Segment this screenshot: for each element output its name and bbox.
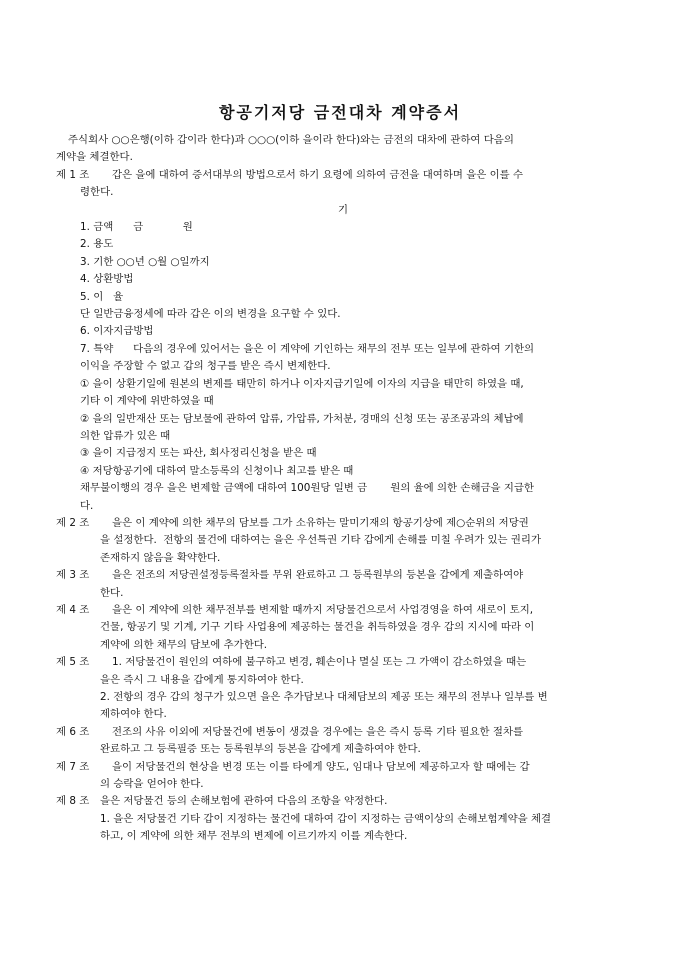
- article-line: 한다.: [100, 586, 124, 599]
- document-body: [56, 132, 630, 846]
- special-terms-item: ④ 저당항공기에 대하여 말소등록의 신청이나 최고를 받은 때: [80, 464, 354, 477]
- intro-line-2: 계약을 체결한다.: [56, 151, 133, 164]
- article-line: 을은 즉시 그 내용을 갑에게 통지하여야 한다.: [100, 673, 304, 686]
- article-line: 1. 을은 저당물건 기타 갑이 지정하는 물건에 대하여 갑이 지정하는 금액이상의 손해보험계약을 체결: [100, 812, 552, 825]
- special-terms-line-1: 7. 특약 다음의 경우에 있어서는 을은 이 계약에 기인하는 채무의 전부 또는 일부에 관하여 기한의: [80, 342, 535, 355]
- article-label: 제 8 조: [56, 795, 90, 808]
- article-label: 제 5 조: [56, 656, 90, 669]
- article-1-line-1: 갑은 을에 대하여 증서대부의 방법으로서 하기 요령에 의하여 금전을 대여하며 을은 이를 수: [112, 168, 524, 181]
- terms-list: [56, 219, 630, 341]
- article-8: [56, 793, 630, 845]
- article-line: 2. 전항의 경우 갑의 청구가 있으면 을은 추가담보나 대체담보의 제공 또는 채무의 전부나 일부를 변: [100, 691, 548, 703]
- special-terms-item: 채무불이행의 경우 을은 변제할 금액에 대하여 100원당 일변 금 원의 율에 의한 손해금을 지급한: [80, 482, 534, 495]
- article-label: 제 2 조: [56, 516, 90, 529]
- terms-item: 2. 용도: [80, 238, 114, 251]
- article-line: 을은 이 계약에 의한 채무의 담보를 그가 소유하는 말미기재의 항공기상에 제○순위의 저당권: [112, 516, 529, 529]
- article-label: 제 6 조: [56, 725, 90, 738]
- article-1-label: 제 1 조: [56, 168, 90, 181]
- article-2: [56, 515, 630, 567]
- terms-item: 단 일반금융정세에 따라 갑은 이의 변경을 요구할 수 있다.: [80, 308, 341, 321]
- article-1-line-2: 령한다.: [80, 186, 114, 199]
- article-line: 을은 전조의 저당권설정등록절차를 무위 완료하고 그 등록원부의 등본을 갑에게 제출하여야: [112, 569, 524, 582]
- terms-item: 3. 기한 ○○년 ○월 ○일까지: [80, 255, 210, 268]
- article-line: 건물, 항공기 및 기계, 기구 기타 사업용에 제공하는 물건을 취득하였을 경우 갑의 지시에 따라 이: [100, 621, 535, 634]
- article-label: 제 3 조: [56, 569, 90, 582]
- article-label: 제 7 조: [56, 760, 90, 773]
- article-line: 계약에 의한 채무의 담보에 추가한다.: [100, 638, 268, 651]
- article-line: 의 승락을 얻어야 한다.: [100, 778, 204, 791]
- article-line: 을은 저당물건 등의 손해보험에 관하여 다음의 조항을 약정한다.: [100, 795, 388, 808]
- special-terms-item: ③ 을이 지급정지 또는 파산, 회사정리신청을 받은 때: [80, 447, 317, 460]
- terms-item: 6. 이자지급방법: [80, 325, 154, 338]
- article-line: 하고, 이 계약에 의한 채무 전부의 변제에 이르기까지 이를 계속한다.: [100, 830, 408, 843]
- special-terms-item: ① 을이 상환기일에 원본의 변제를 태만히 하거나 이자지급기일에 이자의 지급을 태만히 하였을 때,: [80, 377, 524, 390]
- article-label: 제 4 조: [56, 603, 90, 616]
- special-terms-list: [56, 376, 630, 515]
- article-line: 제하여야 한다.: [100, 708, 167, 721]
- article-line: 을은 이 계약에 의한 채무전부를 변제할 때까지 저당물건으로서 사업경영을 하여 새로이 토지,: [112, 603, 534, 616]
- special-terms-item: 다.: [80, 499, 94, 512]
- article-line: 전조의 사유 이외에 저당물건에 변동이 생겼을 경우에는 을은 즉시 등록 기타 필요한 절차를: [112, 725, 524, 738]
- special-terms-line-2: 이익을 주장할 수 없고 갑의 청구를 받은 즉시 변제한다.: [80, 360, 331, 373]
- terms-item: 5. 이 율: [80, 290, 124, 303]
- article-5: [56, 654, 630, 724]
- gi-heading: 기: [337, 203, 349, 216]
- terms-item: 4. 상환방법: [80, 273, 134, 286]
- intro-line-1: 주식회사 ○○은행(이하 갑이라 한다)과 ○○○(이하 을이라 한다)와는 금전의 대차에 관하여 다음의: [68, 134, 514, 146]
- article-7: [56, 759, 630, 794]
- article-3: [56, 567, 630, 602]
- article-4: [56, 602, 630, 654]
- article-line: 을이 저당물건의 현상을 변경 또는 이를 타에게 양도, 임대나 담보에 제공하고자 할 때에는 갑: [112, 760, 530, 773]
- special-terms-item: ② 을의 일반재산 또는 담보물에 관하여 압류, 가압류, 가처분, 경매의 신청 또는 공조공과의 체납에: [80, 412, 524, 425]
- article-line: 을 설정한다. 전항의 물건에 대하여는 을은 우선특권 기타 갑에게 손해를 미칠 우려가 있는 권리가: [100, 534, 541, 547]
- article-line: 존재하지 않음을 확약한다.: [100, 551, 221, 564]
- document-title: 항공기저당 금전대차 계약증서: [218, 103, 462, 122]
- article-line: 1. 저당물건이 원인의 여하에 불구하고 변경, 훼손이나 멸실 또는 그 가액이 감소하였을 때는: [112, 656, 527, 669]
- articles-list: [56, 515, 630, 846]
- special-terms-item: 기타 이 계약에 위반하였을 때: [80, 395, 214, 408]
- article-6: [56, 724, 630, 759]
- article-1: [56, 167, 630, 202]
- article-line: 완료하고 그 등록필증 또는 등록원부의 등본을 갑에게 제출하여야 한다.: [100, 743, 421, 756]
- terms-item: 1. 금액 금 원: [80, 221, 193, 234]
- special-terms-item: 의한 압류가 있은 때: [80, 429, 171, 442]
